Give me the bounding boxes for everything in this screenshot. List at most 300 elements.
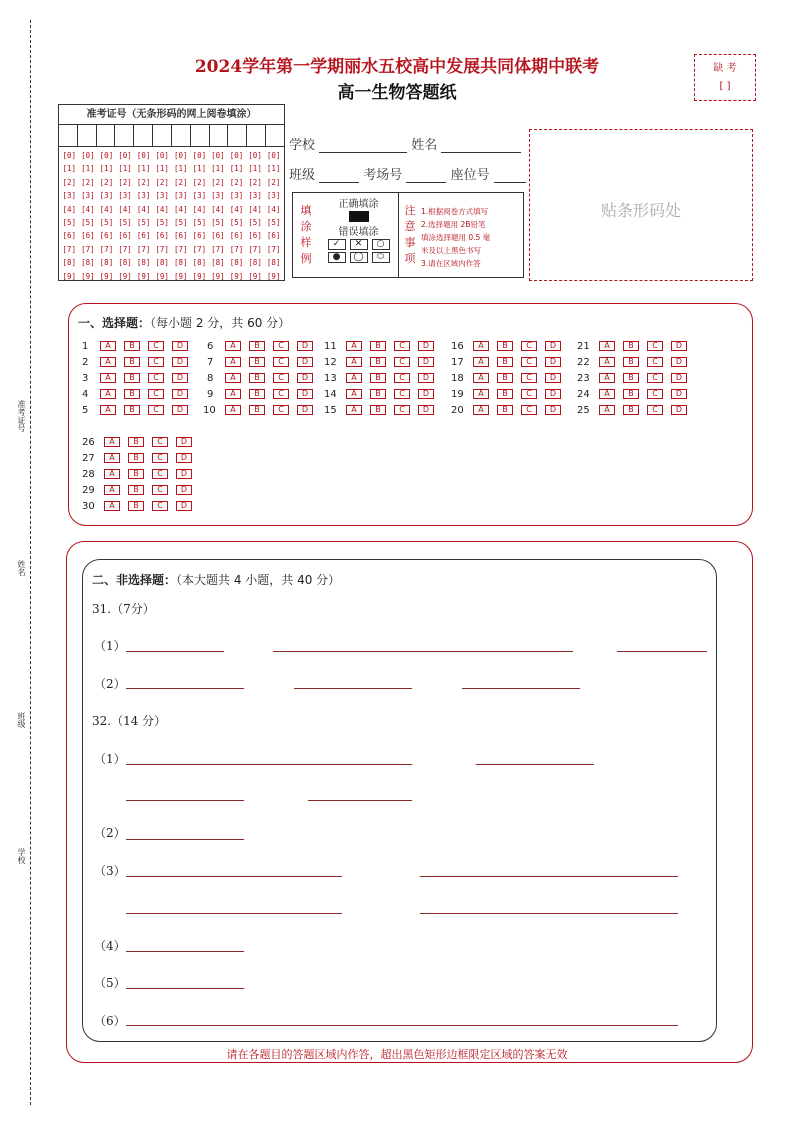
id-digit-column bbox=[171, 149, 190, 283]
option-bubble-c[interactable]: C bbox=[647, 373, 663, 383]
option-bubble-a[interactable]: A bbox=[100, 373, 116, 383]
option-bubble-c[interactable]: C bbox=[148, 373, 164, 383]
option-bubble-b[interactable]: B bbox=[497, 341, 513, 351]
id-digit-bubble[interactable]: [8] bbox=[118, 258, 132, 268]
id-digit-bubble[interactable]: [9] bbox=[62, 271, 77, 281]
id-digit-cell[interactable] bbox=[247, 125, 266, 146]
option-bubble-a[interactable]: A bbox=[473, 389, 489, 399]
option-bubble-b[interactable]: B bbox=[249, 341, 265, 351]
option-bubble-a[interactable]: A bbox=[599, 373, 615, 383]
option-bubble-b[interactable]: B bbox=[497, 357, 513, 367]
option-bubble-a[interactable]: A bbox=[346, 341, 362, 351]
option-bubble-b[interactable]: B bbox=[249, 373, 265, 383]
id-digit-bubble[interactable]: [6] bbox=[118, 231, 132, 241]
option-bubble-b[interactable]: B bbox=[124, 373, 140, 383]
id-digit-bubble[interactable]: [3] bbox=[155, 191, 169, 201]
option-bubble-d[interactable]: D bbox=[172, 405, 188, 415]
school-field[interactable] bbox=[289, 134, 521, 153]
answer-line[interactable] bbox=[617, 651, 707, 652]
option-bubble-a[interactable]: A bbox=[104, 469, 120, 479]
id-digit-bubble[interactable]: [6] bbox=[211, 231, 225, 241]
id-digit-bubble[interactable]: [0] bbox=[155, 151, 169, 160]
option-bubble-b[interactable]: B bbox=[124, 341, 140, 351]
option-bubble-d[interactable]: D bbox=[671, 405, 687, 415]
id-digit-bubble[interactable]: [2] bbox=[81, 177, 95, 187]
id-digit-bubble[interactable]: [8] bbox=[62, 258, 77, 268]
id-digit-bubble[interactable]: [1] bbox=[81, 164, 95, 174]
answer-line[interactable] bbox=[420, 913, 678, 914]
answer-line[interactable] bbox=[126, 876, 342, 877]
option-bubble-a[interactable]: A bbox=[104, 437, 120, 447]
id-digit-bubble[interactable]: [5] bbox=[136, 218, 151, 228]
id-digit-bubble[interactable]: [9] bbox=[266, 271, 281, 281]
id-digit-bubble[interactable]: [3] bbox=[136, 191, 151, 201]
answer-line[interactable] bbox=[126, 651, 224, 652]
option-bubble-a[interactable]: A bbox=[104, 485, 120, 495]
class-field[interactable] bbox=[289, 164, 526, 183]
id-digit-cell[interactable] bbox=[134, 125, 153, 146]
answer-line[interactable] bbox=[126, 951, 244, 952]
id-digit-cell[interactable] bbox=[210, 125, 229, 146]
option-bubble-b[interactable]: B bbox=[370, 389, 386, 399]
option-bubble-d[interactable]: D bbox=[418, 389, 434, 399]
option-bubble-c[interactable]: C bbox=[394, 389, 410, 399]
option-bubble-b[interactable]: B bbox=[623, 341, 639, 351]
id-digit-bubble[interactable]: [7] bbox=[192, 244, 207, 254]
option-bubble-b[interactable]: B bbox=[497, 405, 513, 415]
id-digit-bubble[interactable]: [8] bbox=[229, 258, 244, 268]
answer-line[interactable] bbox=[126, 688, 244, 689]
id-digit-bubble[interactable]: [8] bbox=[81, 258, 95, 268]
id-digit-cell[interactable] bbox=[172, 125, 191, 146]
option-bubble-b[interactable]: B bbox=[249, 405, 265, 415]
option-bubble-c[interactable]: C bbox=[647, 405, 663, 415]
question-number: 22 bbox=[577, 356, 590, 368]
option-bubble-a[interactable]: A bbox=[100, 389, 116, 399]
option-bubble-a[interactable]: A bbox=[104, 453, 120, 463]
option-bubble-d[interactable]: D bbox=[545, 405, 561, 415]
answer-line[interactable] bbox=[462, 688, 580, 689]
id-digit-bubble[interactable]: [5] bbox=[229, 218, 244, 228]
exam-id-write-cells[interactable] bbox=[59, 125, 284, 147]
option-bubble-d[interactable]: D bbox=[172, 341, 188, 351]
id-digit-bubble[interactable]: [8] bbox=[248, 258, 262, 268]
option-bubble-b[interactable]: B bbox=[623, 373, 639, 383]
id-digit-bubble[interactable]: [5] bbox=[211, 218, 225, 228]
option-bubble-a[interactable]: A bbox=[225, 389, 241, 399]
id-digit-bubble[interactable]: [9] bbox=[155, 271, 169, 281]
option-bubble-c[interactable]: C bbox=[148, 405, 164, 415]
option-bubble-c[interactable]: C bbox=[152, 453, 168, 463]
id-digit-bubble[interactable]: [1] bbox=[266, 164, 281, 174]
option-bubble-a[interactable]: A bbox=[599, 389, 615, 399]
option-bubble-c[interactable]: C bbox=[152, 437, 168, 447]
option-bubble-d[interactable]: D bbox=[418, 373, 434, 383]
id-digit-bubble[interactable]: [5] bbox=[118, 218, 132, 228]
question-number: 6 bbox=[207, 340, 214, 352]
id-digit-bubble[interactable]: [7] bbox=[62, 244, 77, 254]
id-digit-bubble[interactable]: [6] bbox=[266, 231, 281, 241]
id-digit-bubble[interactable]: [7] bbox=[99, 244, 114, 254]
option-bubble-d[interactable]: D bbox=[418, 357, 434, 367]
id-digit-bubble[interactable]: [2] bbox=[62, 177, 77, 187]
option-bubble-d[interactable]: D bbox=[172, 373, 188, 383]
question-number: 14 bbox=[324, 388, 337, 400]
id-digit-bubble[interactable]: [1] bbox=[136, 164, 151, 174]
question-number: 15 bbox=[324, 404, 337, 416]
id-digit-bubble[interactable]: [9] bbox=[81, 271, 95, 281]
id-digit-bubble[interactable]: [6] bbox=[136, 231, 151, 241]
id-digit-cell[interactable] bbox=[78, 125, 97, 146]
id-digit-bubble[interactable]: [2] bbox=[136, 177, 151, 187]
option-bubble-d[interactable]: D bbox=[297, 357, 313, 367]
answer-line[interactable] bbox=[420, 876, 678, 877]
option-bubble-a[interactable]: A bbox=[346, 373, 362, 383]
written-heading bbox=[92, 571, 340, 588]
cross-mark-icon: ✕ bbox=[350, 239, 368, 250]
id-digit-bubble[interactable]: [3] bbox=[229, 191, 244, 201]
id-digit-bubble[interactable]: [5] bbox=[248, 218, 262, 228]
option-bubble-d[interactable]: D bbox=[297, 341, 313, 351]
mc-question bbox=[451, 372, 569, 384]
option-bubble-b[interactable]: B bbox=[124, 389, 140, 399]
option-bubble-c[interactable]: C bbox=[148, 341, 164, 351]
option-bubble-b[interactable]: B bbox=[128, 453, 144, 463]
id-digit-bubble[interactable]: [5] bbox=[266, 218, 281, 228]
id-digit-bubble[interactable]: [2] bbox=[155, 177, 169, 187]
option-bubble-b[interactable]: B bbox=[128, 437, 144, 447]
option-bubble-d[interactable]: D bbox=[297, 389, 313, 399]
id-digit-bubble[interactable]: [6] bbox=[229, 231, 244, 241]
answer-line[interactable] bbox=[126, 839, 244, 840]
mc-question bbox=[207, 340, 321, 352]
id-digit-bubble[interactable]: [0] bbox=[62, 151, 77, 160]
id-digit-bubble[interactable]: [2] bbox=[229, 177, 244, 187]
mc-question bbox=[577, 388, 695, 400]
id-digit-cell[interactable] bbox=[97, 125, 116, 146]
option-bubble-d[interactable]: D bbox=[545, 357, 561, 367]
id-digit-bubble[interactable]: [1] bbox=[173, 164, 188, 174]
id-digit-bubble[interactable]: [6] bbox=[192, 231, 207, 241]
id-digit-bubble[interactable]: [0] bbox=[136, 151, 151, 160]
id-digit-bubble[interactable]: [3] bbox=[118, 191, 132, 201]
id-digit-bubble[interactable]: [0] bbox=[266, 151, 281, 160]
id-digit-cell[interactable] bbox=[191, 125, 210, 146]
option-bubble-c[interactable]: C bbox=[273, 341, 289, 351]
option-bubble-c[interactable]: C bbox=[521, 357, 537, 367]
option-bubble-c[interactable]: C bbox=[152, 501, 168, 511]
id-digit-bubble[interactable]: [4] bbox=[229, 204, 244, 214]
id-digit-bubble[interactable]: [1] bbox=[155, 164, 169, 174]
id-digit-bubble[interactable]: [6] bbox=[173, 231, 188, 241]
option-bubble-c[interactable]: C bbox=[647, 389, 663, 399]
id-digit-bubble[interactable]: [3] bbox=[192, 191, 207, 201]
option-bubble-c[interactable]: C bbox=[394, 357, 410, 367]
id-digit-bubble[interactable]: [9] bbox=[192, 271, 207, 281]
option-bubble-d[interactable]: D bbox=[172, 389, 188, 399]
answer-line[interactable] bbox=[126, 913, 342, 914]
option-bubble-c[interactable]: C bbox=[521, 373, 537, 383]
id-digit-bubble[interactable]: [3] bbox=[99, 191, 114, 201]
id-digit-bubble[interactable]: [8] bbox=[192, 258, 207, 268]
id-digit-bubble[interactable]: [3] bbox=[248, 191, 262, 201]
option-bubble-c[interactable]: C bbox=[647, 357, 663, 367]
option-bubble-c[interactable]: C bbox=[273, 405, 289, 415]
sheet-subtitle: 高一生物答题纸 bbox=[337, 83, 457, 103]
id-digit-bubble[interactable]: [3] bbox=[81, 191, 95, 201]
option-bubble-c[interactable]: C bbox=[521, 389, 537, 399]
id-digit-bubble[interactable]: [3] bbox=[62, 191, 77, 201]
option-bubble-a[interactable]: A bbox=[473, 357, 489, 367]
option-bubble-c[interactable]: C bbox=[273, 357, 289, 367]
id-digit-bubble[interactable]: [1] bbox=[99, 164, 114, 174]
id-digit-bubble[interactable]: [0] bbox=[173, 151, 188, 160]
option-bubble-b[interactable]: B bbox=[128, 501, 144, 511]
written-desc: （本大题共 4 小题，共 40 分） bbox=[176, 573, 341, 587]
option-bubble-d[interactable]: D bbox=[297, 405, 313, 415]
id-digit-bubble[interactable]: [6] bbox=[248, 231, 262, 241]
option-bubble-b[interactable]: B bbox=[249, 357, 265, 367]
option-bubble-d[interactable]: D bbox=[671, 389, 687, 399]
option-bubble-a[interactable]: A bbox=[100, 357, 116, 367]
option-bubble-b[interactable]: B bbox=[370, 373, 386, 383]
answer-line[interactable] bbox=[126, 764, 412, 765]
id-digit-bubble[interactable]: [2] bbox=[248, 177, 262, 187]
name-label: 姓名 bbox=[411, 138, 438, 153]
id-digit-bubble[interactable]: [7] bbox=[229, 244, 244, 254]
option-bubble-a[interactable]: A bbox=[599, 405, 615, 415]
id-digit-bubble[interactable]: [4] bbox=[173, 204, 188, 214]
id-digit-bubble[interactable]: [4] bbox=[155, 204, 169, 214]
option-bubble-c[interactable]: C bbox=[394, 373, 410, 383]
option-bubble-a[interactable]: A bbox=[346, 405, 362, 415]
question-number: 11 bbox=[324, 340, 337, 352]
id-digit-bubble[interactable]: [1] bbox=[192, 164, 207, 174]
id-digit-bubble[interactable]: [8] bbox=[173, 258, 188, 268]
option-bubble-b[interactable]: B bbox=[497, 373, 513, 383]
id-digit-bubble[interactable]: [2] bbox=[211, 177, 225, 187]
option-bubble-b[interactable]: B bbox=[128, 485, 144, 495]
option-bubble-c[interactable]: C bbox=[148, 389, 164, 399]
id-digit-bubble[interactable]: [4] bbox=[118, 204, 132, 214]
option-bubble-a[interactable]: A bbox=[473, 373, 489, 383]
fill-samples bbox=[319, 193, 399, 277]
option-bubble-b[interactable]: B bbox=[623, 357, 639, 367]
id-digit-bubble[interactable]: [3] bbox=[211, 191, 225, 201]
id-digit-bubble[interactable]: [0] bbox=[248, 151, 262, 160]
option-bubble-c[interactable]: C bbox=[273, 373, 289, 383]
id-digit-bubble[interactable]: [1] bbox=[211, 164, 225, 174]
question-number: 25 bbox=[577, 404, 590, 416]
option-bubble-a[interactable]: A bbox=[100, 405, 116, 415]
id-digit-cell[interactable] bbox=[266, 125, 284, 146]
id-digit-bubble[interactable]: [0] bbox=[118, 151, 132, 160]
fill-guide bbox=[292, 192, 524, 278]
id-digit-bubble[interactable]: [4] bbox=[136, 204, 151, 214]
id-digit-bubble[interactable]: [5] bbox=[155, 218, 169, 228]
exam-id-grid bbox=[58, 104, 285, 281]
id-digit-bubble[interactable]: [0] bbox=[81, 151, 95, 160]
id-digit-bubble[interactable]: [5] bbox=[192, 218, 207, 228]
option-bubble-d[interactable]: D bbox=[176, 469, 192, 479]
option-bubble-c[interactable]: C bbox=[394, 341, 410, 351]
answer-line[interactable] bbox=[294, 688, 412, 689]
option-bubble-a[interactable]: A bbox=[473, 341, 489, 351]
option-bubble-c[interactable]: C bbox=[647, 341, 663, 351]
id-digit-bubble[interactable]: [9] bbox=[211, 271, 225, 281]
option-bubble-a[interactable]: A bbox=[225, 373, 241, 383]
id-digit-bubble[interactable]: [5] bbox=[81, 218, 95, 228]
id-digit-bubble[interactable]: [9] bbox=[118, 271, 132, 281]
option-bubble-b[interactable]: B bbox=[497, 389, 513, 399]
q32-part5-label: （5） bbox=[94, 976, 126, 990]
option-bubble-c[interactable]: C bbox=[152, 469, 168, 479]
id-digit-bubble[interactable]: [8] bbox=[155, 258, 169, 268]
id-digit-bubble[interactable]: [5] bbox=[62, 218, 77, 228]
id-digit-cell[interactable] bbox=[153, 125, 172, 146]
option-bubble-b[interactable]: B bbox=[370, 341, 386, 351]
option-bubble-a[interactable]: A bbox=[100, 341, 116, 351]
option-bubble-c[interactable]: C bbox=[152, 485, 168, 495]
option-bubble-d[interactable]: D bbox=[671, 373, 687, 383]
option-bubble-a[interactable]: A bbox=[599, 357, 615, 367]
id-digit-bubble[interactable]: [6] bbox=[155, 231, 169, 241]
option-bubble-d[interactable]: D bbox=[176, 501, 192, 511]
option-bubble-a[interactable]: A bbox=[599, 341, 615, 351]
id-digit-bubble[interactable]: [1] bbox=[229, 164, 244, 174]
id-digit-bubble[interactable]: [1] bbox=[248, 164, 262, 174]
id-digit-bubble[interactable]: [9] bbox=[229, 271, 244, 281]
id-digit-bubble[interactable]: [4] bbox=[266, 204, 281, 214]
id-digit-bubble[interactable]: [3] bbox=[266, 191, 281, 201]
id-digit-bubble[interactable]: [4] bbox=[62, 204, 77, 214]
id-digit-bubble[interactable]: [4] bbox=[192, 204, 207, 214]
id-digit-bubble[interactable]: [2] bbox=[192, 177, 207, 187]
answer-line[interactable] bbox=[273, 651, 573, 652]
id-digit-bubble[interactable]: [1] bbox=[62, 164, 77, 174]
option-bubble-b[interactable]: B bbox=[370, 405, 386, 415]
option-bubble-a[interactable]: A bbox=[346, 357, 362, 367]
id-digit-bubble[interactable]: [8] bbox=[99, 258, 114, 268]
option-bubble-d[interactable]: D bbox=[418, 405, 434, 415]
id-digit-bubble[interactable]: [7] bbox=[211, 244, 225, 254]
note-item: 1.根据阅卷方式填写 bbox=[421, 207, 489, 216]
option-bubble-a[interactable]: A bbox=[104, 501, 120, 511]
id-digit-bubble[interactable]: [9] bbox=[173, 271, 188, 281]
option-bubble-d[interactable]: D bbox=[545, 389, 561, 399]
id-digit-bubble[interactable]: [7] bbox=[173, 244, 188, 254]
answer-line[interactable] bbox=[126, 800, 244, 801]
id-digit-bubble[interactable]: [3] bbox=[173, 191, 188, 201]
option-bubble-d[interactable]: D bbox=[176, 453, 192, 463]
option-bubble-a[interactable]: A bbox=[473, 405, 489, 415]
id-digit-bubble[interactable]: [2] bbox=[173, 177, 188, 187]
exam-id-bubbles[interactable] bbox=[59, 147, 284, 283]
id-digit-bubble[interactable]: [0] bbox=[99, 151, 114, 160]
id-digit-bubble[interactable]: [8] bbox=[211, 258, 225, 268]
id-digit-cell[interactable] bbox=[228, 125, 247, 146]
mc-question bbox=[451, 404, 569, 416]
id-digit-bubble[interactable]: [6] bbox=[81, 231, 95, 241]
option-bubble-b[interactable]: B bbox=[623, 389, 639, 399]
id-digit-cell[interactable] bbox=[115, 125, 134, 146]
option-bubble-d[interactable]: D bbox=[671, 341, 687, 351]
absent-box[interactable] bbox=[694, 54, 756, 101]
id-digit-bubble[interactable]: [8] bbox=[136, 258, 151, 268]
option-bubble-a[interactable]: A bbox=[225, 357, 241, 367]
footer-notice: 请在各题目的答题区域内作答，超出黑色矩形边框限定区域的答案无效 bbox=[226, 1048, 568, 1061]
id-digit-bubble[interactable]: [1] bbox=[118, 164, 132, 174]
id-digit-bubble[interactable]: [9] bbox=[248, 271, 262, 281]
id-digit-bubble[interactable]: [4] bbox=[81, 204, 95, 214]
option-bubble-b[interactable]: B bbox=[124, 405, 140, 415]
mc-question bbox=[207, 356, 321, 368]
id-digit-bubble[interactable]: [7] bbox=[248, 244, 262, 254]
answer-line[interactable] bbox=[308, 800, 412, 801]
id-digit-cell[interactable] bbox=[59, 125, 78, 146]
option-bubble-c[interactable]: C bbox=[273, 389, 289, 399]
option-bubble-b[interactable]: B bbox=[370, 357, 386, 367]
option-bubble-d[interactable]: D bbox=[671, 357, 687, 367]
option-bubble-d[interactable]: D bbox=[176, 485, 192, 495]
id-digit-bubble[interactable]: [5] bbox=[99, 218, 114, 228]
option-bubble-d[interactable]: D bbox=[545, 373, 561, 383]
answer-line[interactable] bbox=[126, 1025, 678, 1026]
id-digit-bubble[interactable]: [7] bbox=[118, 244, 132, 254]
id-digit-bubble[interactable]: [6] bbox=[62, 231, 77, 241]
id-digit-bubble[interactable]: [6] bbox=[99, 231, 114, 241]
option-bubble-d[interactable]: D bbox=[172, 357, 188, 367]
id-digit-bubble[interactable]: [7] bbox=[136, 244, 151, 254]
id-digit-bubble[interactable]: [4] bbox=[248, 204, 262, 214]
id-digit-bubble[interactable]: [2] bbox=[266, 177, 281, 187]
option-bubble-c[interactable]: C bbox=[521, 341, 537, 351]
id-digit-bubble[interactable]: [7] bbox=[266, 244, 281, 254]
option-bubble-d[interactable]: D bbox=[176, 437, 192, 447]
mc-question bbox=[82, 372, 196, 384]
id-digit-bubble[interactable]: [0] bbox=[192, 151, 207, 160]
option-bubble-c[interactable]: C bbox=[394, 405, 410, 415]
id-digit-bubble[interactable]: [7] bbox=[155, 244, 169, 254]
option-bubble-c[interactable]: C bbox=[148, 357, 164, 367]
id-digit-bubble[interactable]: [5] bbox=[173, 218, 188, 228]
id-digit-bubble[interactable]: [9] bbox=[99, 271, 114, 281]
id-digit-bubble[interactable]: [4] bbox=[99, 204, 114, 214]
id-digit-bubble[interactable]: [8] bbox=[266, 258, 281, 268]
option-bubble-a[interactable]: A bbox=[225, 405, 241, 415]
answer-line[interactable] bbox=[476, 764, 594, 765]
option-bubble-d[interactable]: D bbox=[418, 341, 434, 351]
option-bubble-d[interactable]: D bbox=[545, 341, 561, 351]
option-bubble-a[interactable]: A bbox=[346, 389, 362, 399]
option-bubble-d[interactable]: D bbox=[297, 373, 313, 383]
answer-line[interactable] bbox=[126, 988, 244, 989]
id-digit-bubble[interactable]: [7] bbox=[81, 244, 95, 254]
option-bubble-b[interactable]: B bbox=[249, 389, 265, 399]
id-digit-bubble[interactable]: [4] bbox=[211, 204, 225, 214]
option-bubble-b[interactable]: B bbox=[124, 357, 140, 367]
id-digit-bubble[interactable]: [2] bbox=[99, 177, 114, 187]
option-bubble-c[interactable]: C bbox=[521, 405, 537, 415]
mc-question bbox=[82, 452, 200, 464]
option-bubble-b[interactable]: B bbox=[128, 469, 144, 479]
option-bubble-b[interactable]: B bbox=[623, 405, 639, 415]
option-bubble-a[interactable]: A bbox=[225, 341, 241, 351]
id-digit-bubble[interactable]: [2] bbox=[118, 177, 132, 187]
id-digit-bubble[interactable]: [9] bbox=[136, 271, 151, 281]
id-digit-bubble[interactable]: [0] bbox=[211, 151, 225, 160]
id-digit-bubble[interactable]: [0] bbox=[229, 151, 244, 160]
